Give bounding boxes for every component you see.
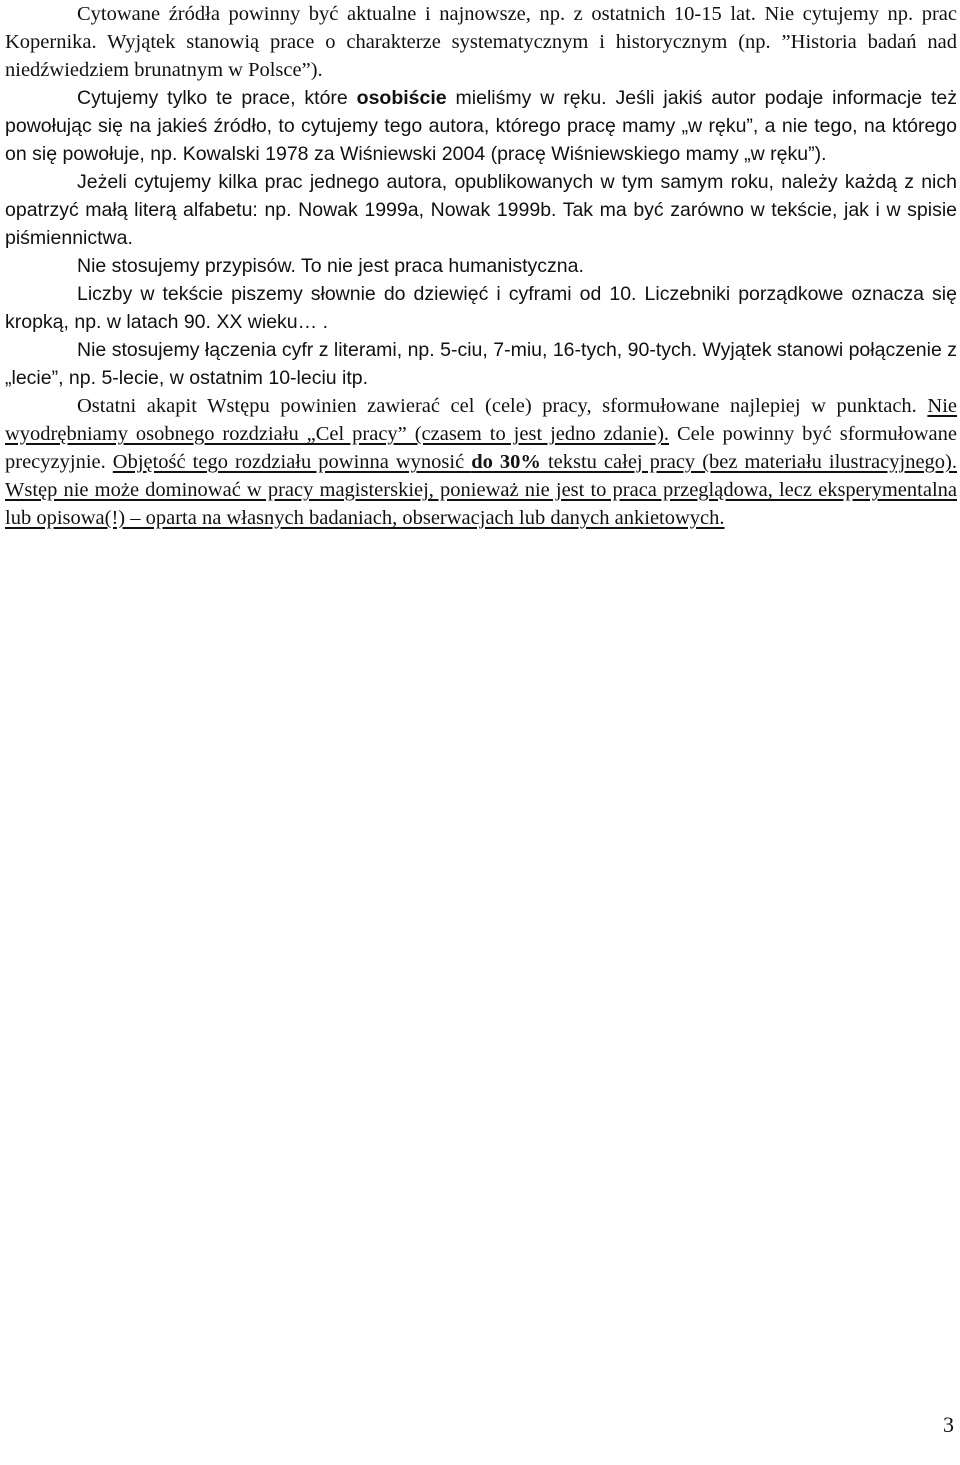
paragraph-current-sources: Cytowane źródła powinny być aktualne i najnowsze, np. z ostatnich 10-15 lat. Nie cytujemy np. prac Kopernika. Wyjątek stanowią prace o charakterze systematycznym i historycznym (np. ”Historia badań nad niedźwiedziem brunatnym w Polsce”). [5,3,957,81]
underlined-intro-not-dominant: tekstu całej pracy (bez materiału ilustracyjnego). Wstęp nie może dominować w pracy magisterskiej, ponieważ nie jest to praca przeglądowa, lecz eksperymentalna lub opisowa(!) – oparta na własnych badaniach, obserwacjach lub danych ankietowych. [5,451,957,529]
emphasis-thirty-percent: do 30% [471,451,541,473]
text-segment: Cele powinny być sformułowane precyzyjnie. [5,423,957,473]
text-segment: Jeśli jakiś autor podaje informacje też powołując się na jakieś źródło, to cytujemy tego autora, którego pracę mamy „w ręku”, a nie tego, na którego on się powołuje, np. Kowalski 1978 za Wiśniewski 2004 (pracę Wiśniewskiego mamy „w ręku”). [5,87,957,165]
text-segment: mieliśmy w ręku. [446,87,607,109]
paragraph-no-footnotes: Nie stosujemy przypisów. To nie jest praca humanistyczna. [77,255,584,277]
paragraph-numbers-in-text: Liczby w tekście piszemy słownie do dziewięć i cyframi od 10. Liczebniki porządkowe oznacza się kropką, np. w latach 90. XX wieku… . [5,283,957,333]
text-segment: Ostatni akapit Wstępu powinien zawierać cel (cele) pracy, sformułowane najlepiej w punktach. [77,395,928,417]
text-segment: Cytujemy tylko te prace, które [77,87,357,109]
paragraph-aims-of-work [5,392,957,532]
document-page [5,0,957,532]
paragraph-same-year-works: Jeżeli cytujemy kilka prac jednego autora, opublikowanych w tym samym roku, należy każdą z nich opatrzyć małą literą alfabetu: np. Nowak 1999a, Nowak 1999b. Tak ma być zarówno w tekście, jak i w spisie piśmiennictwa. [5,171,957,249]
underlined-volume-limit: Objętość tego rozdziału powinna wynosić [112,451,472,473]
paragraph-digits-letters: Nie stosujemy łączenia cyfr z literami, np. 5-ciu, 7-miu, 16-tych, 90-tych. Wyjątek stanowi połączenie z „lecie”, np. 5-lecie, w ostatnim 10-leciu itp. [5,339,957,389]
page-number: 3 [943,1412,954,1437]
emphasis-personally: osobiście [356,87,447,109]
paragraph-cite-own-copies [5,84,957,168]
underlined-no-separate-chapter: Nie wyodrębniamy osobnego rozdziału „Cel pracy” (czasem to jest jedno zdanie). [5,395,957,445]
